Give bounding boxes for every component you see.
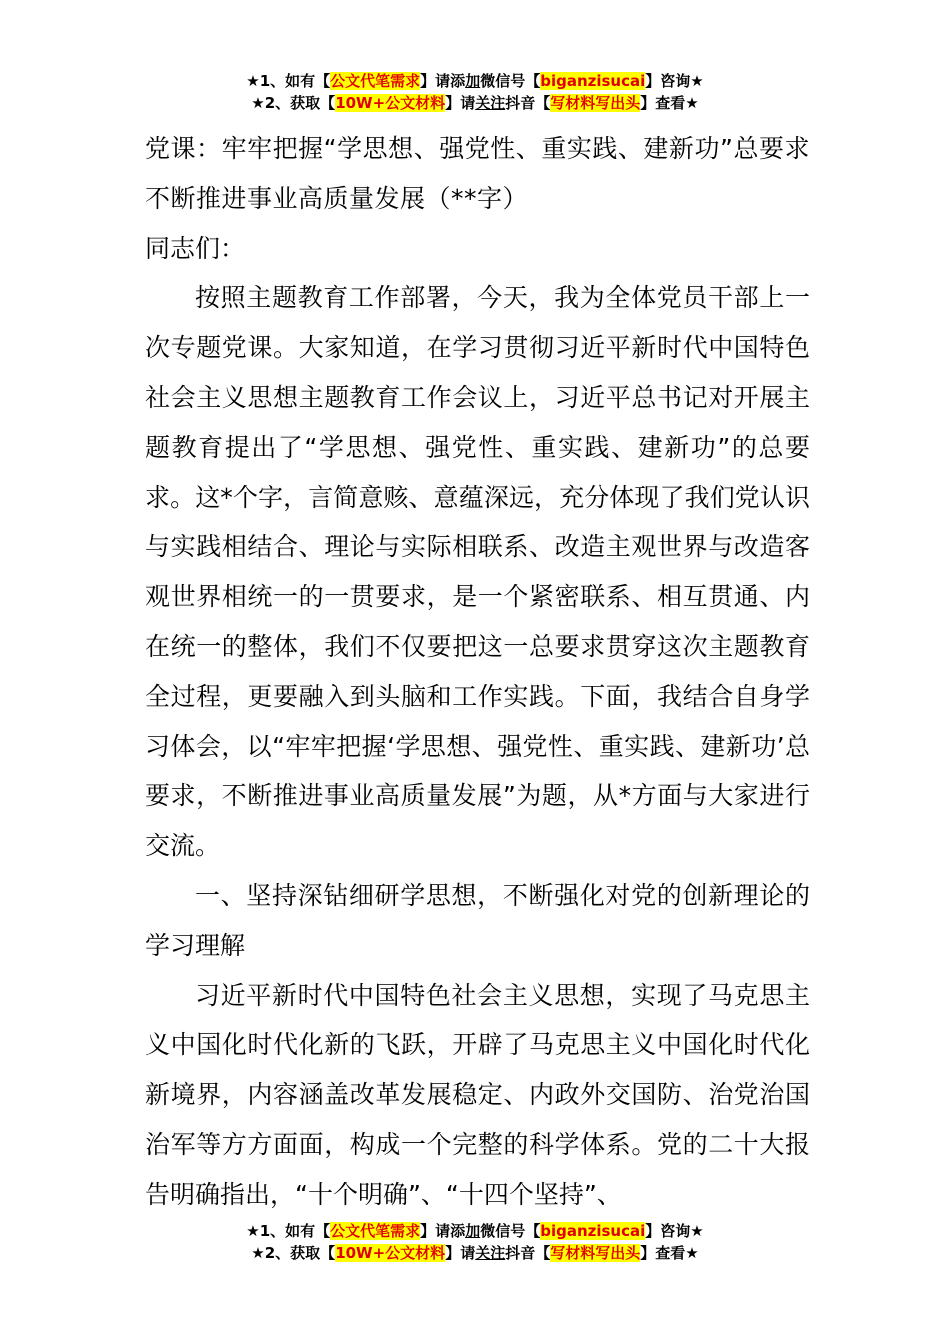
banner-highlight: 写材料写出头 — [550, 1244, 641, 1262]
banner-underline: 加 — [465, 1222, 481, 1240]
banner-text: 】咨询★ — [645, 72, 704, 90]
banner-text: 微信号【 — [480, 72, 541, 90]
footer-banner — [0, 1220, 950, 1264]
banner-text: ★1、如有【 — [246, 1222, 331, 1240]
banner-line-1 — [0, 70, 950, 92]
banner-underline: 加 — [465, 72, 481, 90]
banner-text: ★2、获取【 — [251, 1244, 336, 1262]
document-title: 党课：牢牢把握“学思想、强党性、重实践、建新功”总要求不断推进事业高质量发展（**字） — [145, 134, 810, 213]
banner-text: ★2、获取【 — [251, 94, 336, 112]
banner-text: 抖音【 — [505, 1244, 551, 1262]
banner-line-2 — [0, 92, 950, 114]
banner-text: 】咨询★ — [645, 1222, 704, 1240]
banner-line-1 — [0, 1220, 950, 1242]
banner-text: 微信号【 — [480, 1222, 541, 1240]
banner-highlight: biganzisucai — [540, 1222, 646, 1240]
banner-highlight: 10W+公文材料 — [335, 1244, 446, 1262]
section-heading: 一、坚持深钻细研学思想，不断强化对党的创新理论的学习理解 — [145, 880, 810, 960]
banner-highlight: 公文代笔需求 — [330, 1222, 421, 1240]
banner-highlight: 公文代笔需求 — [330, 72, 421, 90]
banner-underline: 关注 — [475, 1244, 506, 1262]
header-banner — [0, 70, 950, 114]
banner-text: 】请添 — [420, 1222, 466, 1240]
banner-highlight: 10W+公文材料 — [335, 94, 446, 112]
banner-text: 】请 — [445, 94, 476, 112]
banner-underline: 关注 — [475, 94, 506, 112]
body-paragraph: 习近平新时代中国特色社会主义思想，实现了马克思主义中国化时代化新的飞跃，开辟了马克思主义中国化时代化新境界，内容涵盖改革发展稳定、内政外交国防、治党治国治军等方方面面，构成一个完整的科学体系。党的二十大报告明确指出，“十个明确”、“十四个坚持”、 — [145, 980, 810, 1209]
salutation: 同志们： — [145, 233, 246, 263]
banner-text: 】查看★ — [640, 94, 699, 112]
banner-text: 】请 — [445, 1244, 476, 1262]
banner-text: 】查看★ — [640, 1244, 699, 1262]
banner-text: 】请添 — [420, 72, 466, 90]
banner-highlight: biganzisucai — [540, 72, 646, 90]
document-body — [145, 124, 810, 1220]
banner-text: 抖音【 — [505, 94, 551, 112]
body-paragraph: 按照主题教育工作部署，今天，我为全体党员干部上一次专题党课。大家知道，在学习贯彻习近平新时代中国特色社会主义思想主题教育工作会议上，习近平总书记对开展主题教育提出了“学思想、强党性、重实践、建新功”的总要求。这*个字，言简意赅、意蕴深远，充分体现了我们党认识与实践相结合、理论与实际相联系、改造主观世界与改造客观世界相统一的一贯要求，是一个紧密联系、相互贯通、内在统一的整体，我们不仅要把这一总要求贯穿这次主题教育全过程，更要融入到头脑和工作实践。下面，我结合自身学习体会，以“牢牢把握‘学思想、强党性、重实践、建新功’总要求，不断推进事业高质量发展”为题，从*方面与大家进行交流。 — [145, 283, 810, 861]
banner-highlight: 写材料写出头 — [550, 94, 641, 112]
banner-line-2 — [0, 1242, 950, 1264]
banner-text: ★1、如有【 — [246, 72, 331, 90]
